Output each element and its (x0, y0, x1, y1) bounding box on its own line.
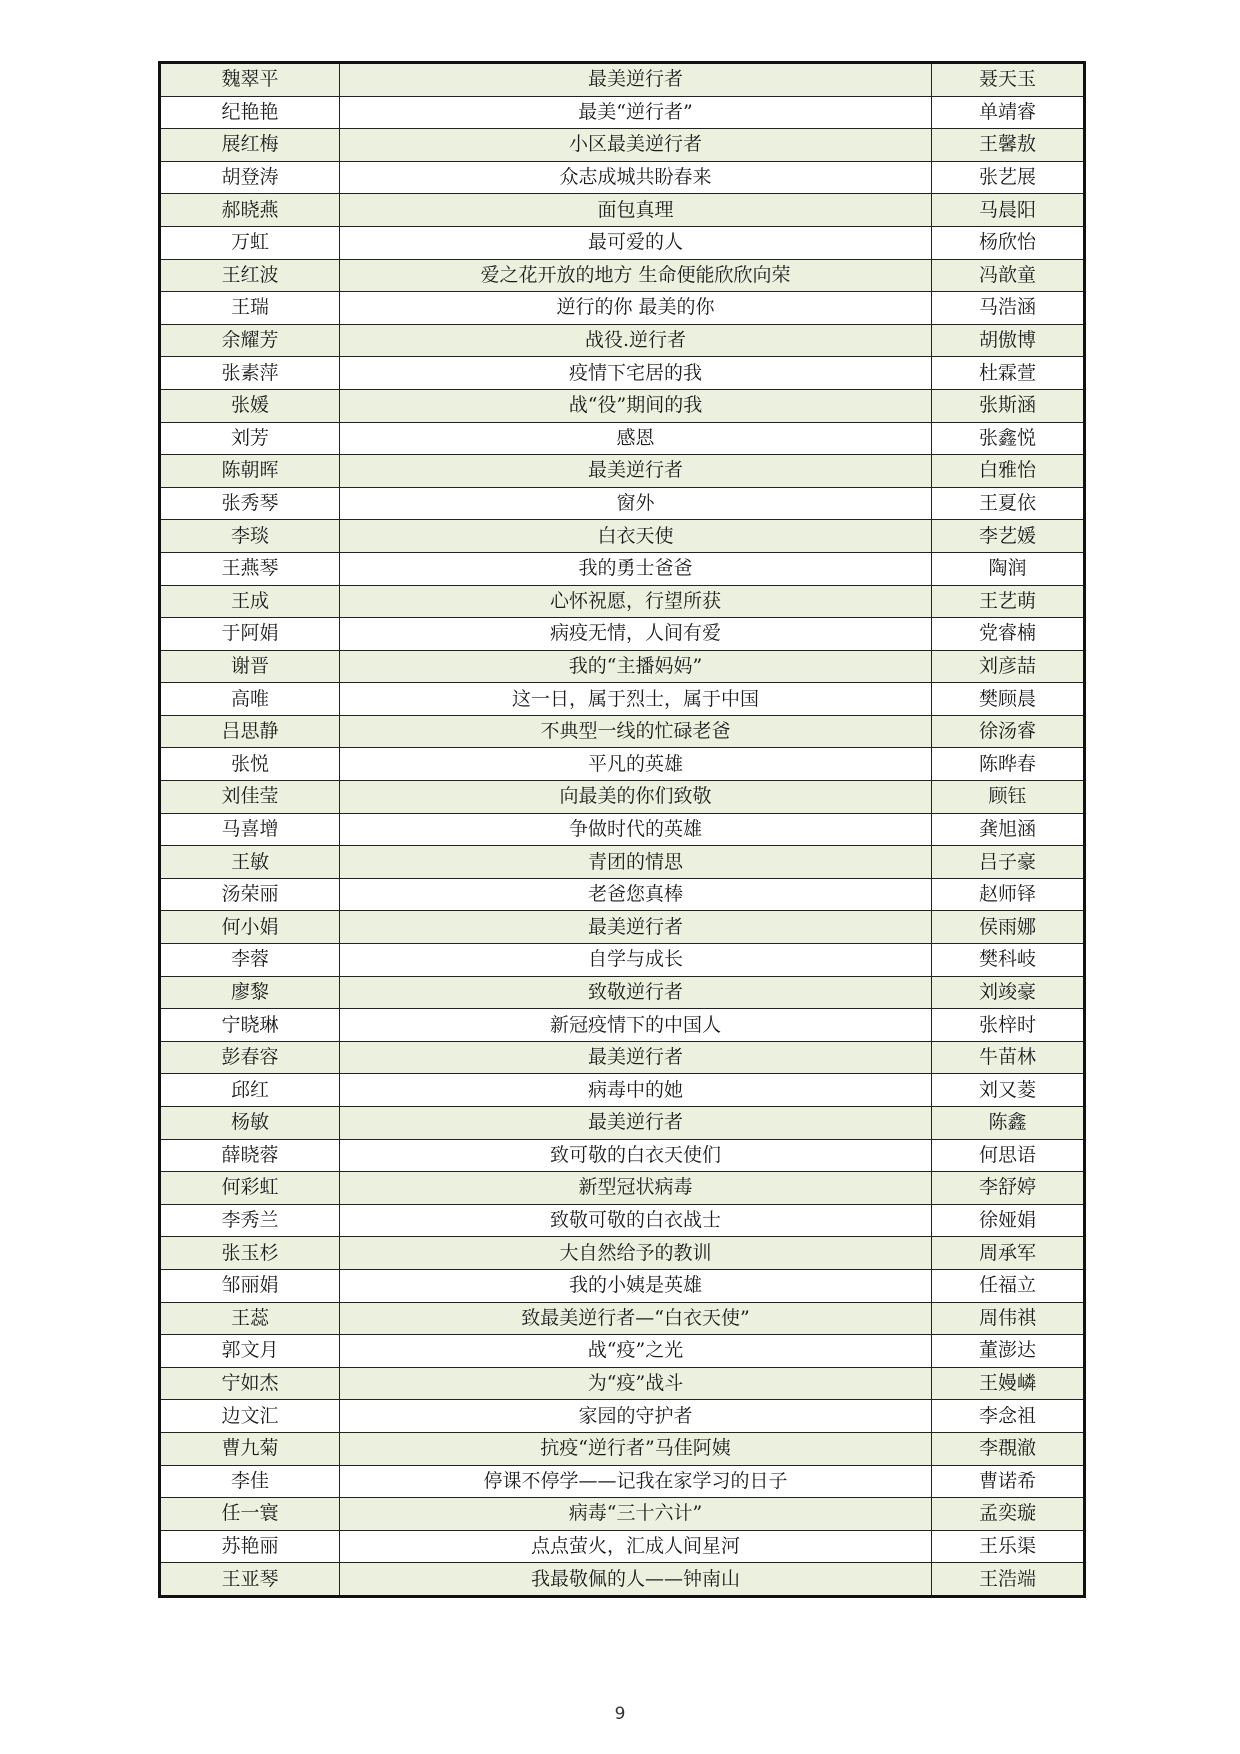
teacher-name-cell: 李佳 (160, 1465, 340, 1498)
student-name-cell: 陶润 (932, 552, 1085, 585)
teacher-name-cell: 王红波 (160, 259, 340, 292)
table-row (160, 324, 1085, 357)
teacher-name-cell: 杨敏 (160, 1107, 340, 1140)
student-name-cell: 王嫚嶙 (932, 1367, 1085, 1400)
table-row (160, 520, 1085, 553)
title-cell: 众志成城共盼春来 (340, 161, 932, 194)
table-row (160, 226, 1085, 259)
student-name-cell: 龚旭涵 (932, 813, 1085, 846)
title-cell: 感恩 (340, 422, 932, 455)
student-name-cell: 王乐渠 (932, 1530, 1085, 1563)
title-cell: 不典型一线的忙碌老爸 (340, 715, 932, 748)
student-name-cell: 李舒婷 (932, 1172, 1085, 1205)
title-cell: 我的勇士爸爸 (340, 552, 932, 585)
table-row (160, 715, 1085, 748)
teacher-name-cell: 张秀琴 (160, 487, 340, 520)
table-row (160, 1139, 1085, 1172)
table-row (160, 1269, 1085, 1302)
title-cell: 最可爱的人 (340, 226, 932, 259)
student-name-cell: 刘又菱 (932, 1074, 1085, 1107)
title-cell: 病疫无情，人间有爱 (340, 618, 932, 651)
student-name-cell: 吕子豪 (932, 846, 1085, 879)
student-name-cell: 张艺展 (932, 161, 1085, 194)
student-name-cell: 曹诺希 (932, 1465, 1085, 1498)
student-name-cell: 周伟祺 (932, 1302, 1085, 1335)
teacher-name-cell: 郭文月 (160, 1335, 340, 1368)
teacher-name-cell: 宁如杰 (160, 1367, 340, 1400)
teacher-name-cell: 张素萍 (160, 357, 340, 390)
table-row (160, 650, 1085, 683)
teacher-name-cell: 高唯 (160, 683, 340, 716)
teacher-name-cell: 何彩虹 (160, 1172, 340, 1205)
teacher-name-cell: 王成 (160, 585, 340, 618)
title-cell: 致最美逆行者—“白衣天使” (340, 1302, 932, 1335)
title-cell: 面包真理 (340, 194, 932, 227)
teacher-name-cell: 任一寰 (160, 1498, 340, 1531)
student-name-cell: 牛苗林 (932, 1041, 1085, 1074)
table-row (160, 683, 1085, 716)
teacher-name-cell: 陈朝晖 (160, 455, 340, 488)
student-name-cell: 何思语 (932, 1139, 1085, 1172)
teacher-name-cell: 邹丽娟 (160, 1269, 340, 1302)
teacher-name-cell: 彭春容 (160, 1041, 340, 1074)
table-row (160, 1400, 1085, 1433)
student-name-cell: 赵师铎 (932, 878, 1085, 911)
title-cell: 我的“主播妈妈” (340, 650, 932, 683)
teacher-name-cell: 万虹 (160, 226, 340, 259)
teacher-name-cell: 胡登涛 (160, 161, 340, 194)
table-row (160, 1074, 1085, 1107)
table-row (160, 487, 1085, 520)
title-cell: 争做时代的英雄 (340, 813, 932, 846)
student-name-cell: 单靖睿 (932, 96, 1085, 129)
student-name-cell: 侯雨娜 (932, 911, 1085, 944)
title-cell: 最美逆行者 (340, 455, 932, 488)
teacher-name-cell: 薛晓蓉 (160, 1139, 340, 1172)
title-cell: 窗外 (340, 487, 932, 520)
student-name-cell: 杨欣怡 (932, 226, 1085, 259)
table-row (160, 781, 1085, 814)
student-name-cell: 陈晔春 (932, 748, 1085, 781)
student-name-cell: 张梓时 (932, 1009, 1085, 1042)
teacher-name-cell: 廖黎 (160, 976, 340, 1009)
roster-table-body (160, 63, 1085, 1597)
teacher-name-cell: 李秀兰 (160, 1204, 340, 1237)
table-row (160, 552, 1085, 585)
teacher-name-cell: 汤荣丽 (160, 878, 340, 911)
table-row (160, 63, 1085, 97)
table-row (160, 455, 1085, 488)
student-name-cell: 胡傲博 (932, 324, 1085, 357)
student-name-cell: 樊科岐 (932, 944, 1085, 977)
title-cell: 最美逆行者 (340, 911, 932, 944)
title-cell: 病毒中的她 (340, 1074, 932, 1107)
teacher-name-cell: 展红梅 (160, 129, 340, 162)
student-name-cell: 周承军 (932, 1237, 1085, 1270)
student-name-cell: 任福立 (932, 1269, 1085, 1302)
title-cell: 白衣天使 (340, 520, 932, 553)
teacher-name-cell: 邱红 (160, 1074, 340, 1107)
student-name-cell: 董澎达 (932, 1335, 1085, 1368)
title-cell: 最美逆行者 (340, 63, 932, 97)
teacher-name-cell: 张悦 (160, 748, 340, 781)
student-name-cell: 张鑫悦 (932, 422, 1085, 455)
title-cell: 我最敬佩的人——钟南山 (340, 1563, 932, 1597)
title-cell: 向最美的你们致敬 (340, 781, 932, 814)
student-name-cell: 刘竣豪 (932, 976, 1085, 1009)
title-cell: 致敬逆行者 (340, 976, 932, 1009)
title-cell: 新冠疫情下的中国人 (340, 1009, 932, 1042)
table-row (160, 618, 1085, 651)
teacher-name-cell: 纪艳艳 (160, 96, 340, 129)
teacher-name-cell: 苏艳丽 (160, 1530, 340, 1563)
table-row (160, 422, 1085, 455)
student-name-cell: 聂天玉 (932, 63, 1085, 97)
table-row (160, 389, 1085, 422)
title-cell: 大自然给予的教训 (340, 1237, 932, 1270)
title-cell: 老爸您真棒 (340, 878, 932, 911)
table-row (160, 1432, 1085, 1465)
student-name-cell: 徐娅娟 (932, 1204, 1085, 1237)
teacher-name-cell: 李蓉 (160, 944, 340, 977)
table-row (160, 96, 1085, 129)
teacher-name-cell: 何小娟 (160, 911, 340, 944)
student-name-cell: 王馨敖 (932, 129, 1085, 162)
teacher-name-cell: 余耀芳 (160, 324, 340, 357)
student-name-cell: 李艺媛 (932, 520, 1085, 553)
table-row (160, 911, 1085, 944)
table-row (160, 1530, 1085, 1563)
title-cell: 最美逆行者 (340, 1107, 932, 1140)
table-row (160, 976, 1085, 1009)
teacher-name-cell: 张玉杉 (160, 1237, 340, 1270)
teacher-name-cell: 李琰 (160, 520, 340, 553)
title-cell: 家园的守护者 (340, 1400, 932, 1433)
teacher-name-cell: 谢晋 (160, 650, 340, 683)
student-name-cell: 党睿楠 (932, 618, 1085, 651)
student-name-cell: 王夏依 (932, 487, 1085, 520)
teacher-name-cell: 边文汇 (160, 1400, 340, 1433)
teacher-name-cell: 张媛 (160, 389, 340, 422)
table-row (160, 944, 1085, 977)
title-cell: 最美逆行者 (340, 1041, 932, 1074)
teacher-name-cell: 宁晓琳 (160, 1009, 340, 1042)
teacher-name-cell: 王蕊 (160, 1302, 340, 1335)
student-name-cell: 马晨阳 (932, 194, 1085, 227)
table-row (160, 292, 1085, 325)
student-name-cell: 陈鑫 (932, 1107, 1085, 1140)
title-cell: 心怀祝愿，行望所获 (340, 585, 932, 618)
table-row (160, 161, 1085, 194)
table-row (160, 1107, 1085, 1140)
roster-table (158, 61, 1086, 1598)
table-row (160, 1009, 1085, 1042)
teacher-name-cell: 魏翠平 (160, 63, 340, 97)
student-name-cell: 李念祖 (932, 1400, 1085, 1433)
student-name-cell: 刘彦喆 (932, 650, 1085, 683)
title-cell: 平凡的英雄 (340, 748, 932, 781)
student-name-cell: 王浩端 (932, 1563, 1085, 1597)
table-row (160, 1204, 1085, 1237)
teacher-name-cell: 曹九菊 (160, 1432, 340, 1465)
title-cell: 致可敬的白衣天使们 (340, 1139, 932, 1172)
student-name-cell: 孟奕璇 (932, 1498, 1085, 1531)
table-row (160, 1335, 1085, 1368)
table-row (160, 357, 1085, 390)
table-row (160, 1563, 1085, 1597)
student-name-cell: 樊顾晨 (932, 683, 1085, 716)
title-cell: 逆行的你 最美的你 (340, 292, 932, 325)
title-cell: 最美“逆行者” (340, 96, 932, 129)
title-cell: 爱之花开放的地方 生命便能欣欣向荣 (340, 259, 932, 292)
teacher-name-cell: 于阿娟 (160, 618, 340, 651)
table-row (160, 748, 1085, 781)
student-name-cell: 白雅怡 (932, 455, 1085, 488)
table-row (160, 1465, 1085, 1498)
teacher-name-cell: 王瑞 (160, 292, 340, 325)
table-row (160, 1498, 1085, 1531)
teacher-name-cell: 王敏 (160, 846, 340, 879)
teacher-name-cell: 刘芳 (160, 422, 340, 455)
title-cell: 青团的情思 (340, 846, 932, 879)
student-name-cell: 张斯涵 (932, 389, 1085, 422)
title-cell: 自学与成长 (340, 944, 932, 977)
table-row (160, 878, 1085, 911)
title-cell: 为“疫”战斗 (340, 1367, 932, 1400)
title-cell: 病毒“三十六计” (340, 1498, 932, 1531)
title-cell: 这一日，属于烈士，属于中国 (340, 683, 932, 716)
table-row (160, 1041, 1085, 1074)
title-cell: 抗疫“逆行者”马佳阿姨 (340, 1432, 932, 1465)
title-cell: 疫情下宅居的我 (340, 357, 932, 390)
student-name-cell: 李覠澈 (932, 1432, 1085, 1465)
student-name-cell: 马浩涵 (932, 292, 1085, 325)
table-row (160, 813, 1085, 846)
student-name-cell: 杜霖萱 (932, 357, 1085, 390)
table-row (160, 585, 1085, 618)
table-row (160, 1237, 1085, 1270)
student-name-cell: 冯歆童 (932, 259, 1085, 292)
title-cell: 小区最美逆行者 (340, 129, 932, 162)
table-row (160, 194, 1085, 227)
teacher-name-cell: 王燕琴 (160, 552, 340, 585)
teacher-name-cell: 刘佳莹 (160, 781, 340, 814)
title-cell: 战役.逆行者 (340, 324, 932, 357)
title-cell: 新型冠状病毒 (340, 1172, 932, 1205)
teacher-name-cell: 吕思静 (160, 715, 340, 748)
student-name-cell: 王艺萌 (932, 585, 1085, 618)
title-cell: 停课不停学——记我在家学习的日子 (340, 1465, 932, 1498)
student-name-cell: 顾钰 (932, 781, 1085, 814)
title-cell: 我的小姨是英雄 (340, 1269, 932, 1302)
title-cell: 战“疫”之光 (340, 1335, 932, 1368)
title-cell: 致敬可敬的白衣战士 (340, 1204, 932, 1237)
student-name-cell: 徐汤睿 (932, 715, 1085, 748)
roster-sheet (158, 61, 1083, 1598)
teacher-name-cell: 王亚琴 (160, 1563, 340, 1597)
teacher-name-cell: 马喜增 (160, 813, 340, 846)
page-number: 9 (614, 1704, 626, 1724)
table-row (160, 1302, 1085, 1335)
table-row (160, 1367, 1085, 1400)
table-row (160, 259, 1085, 292)
table-row (160, 846, 1085, 879)
title-cell: 战“役”期间的我 (340, 389, 932, 422)
title-cell: 点点萤火，汇成人间星河 (340, 1530, 932, 1563)
table-row (160, 129, 1085, 162)
table-row (160, 1172, 1085, 1205)
teacher-name-cell: 郝晓燕 (160, 194, 340, 227)
